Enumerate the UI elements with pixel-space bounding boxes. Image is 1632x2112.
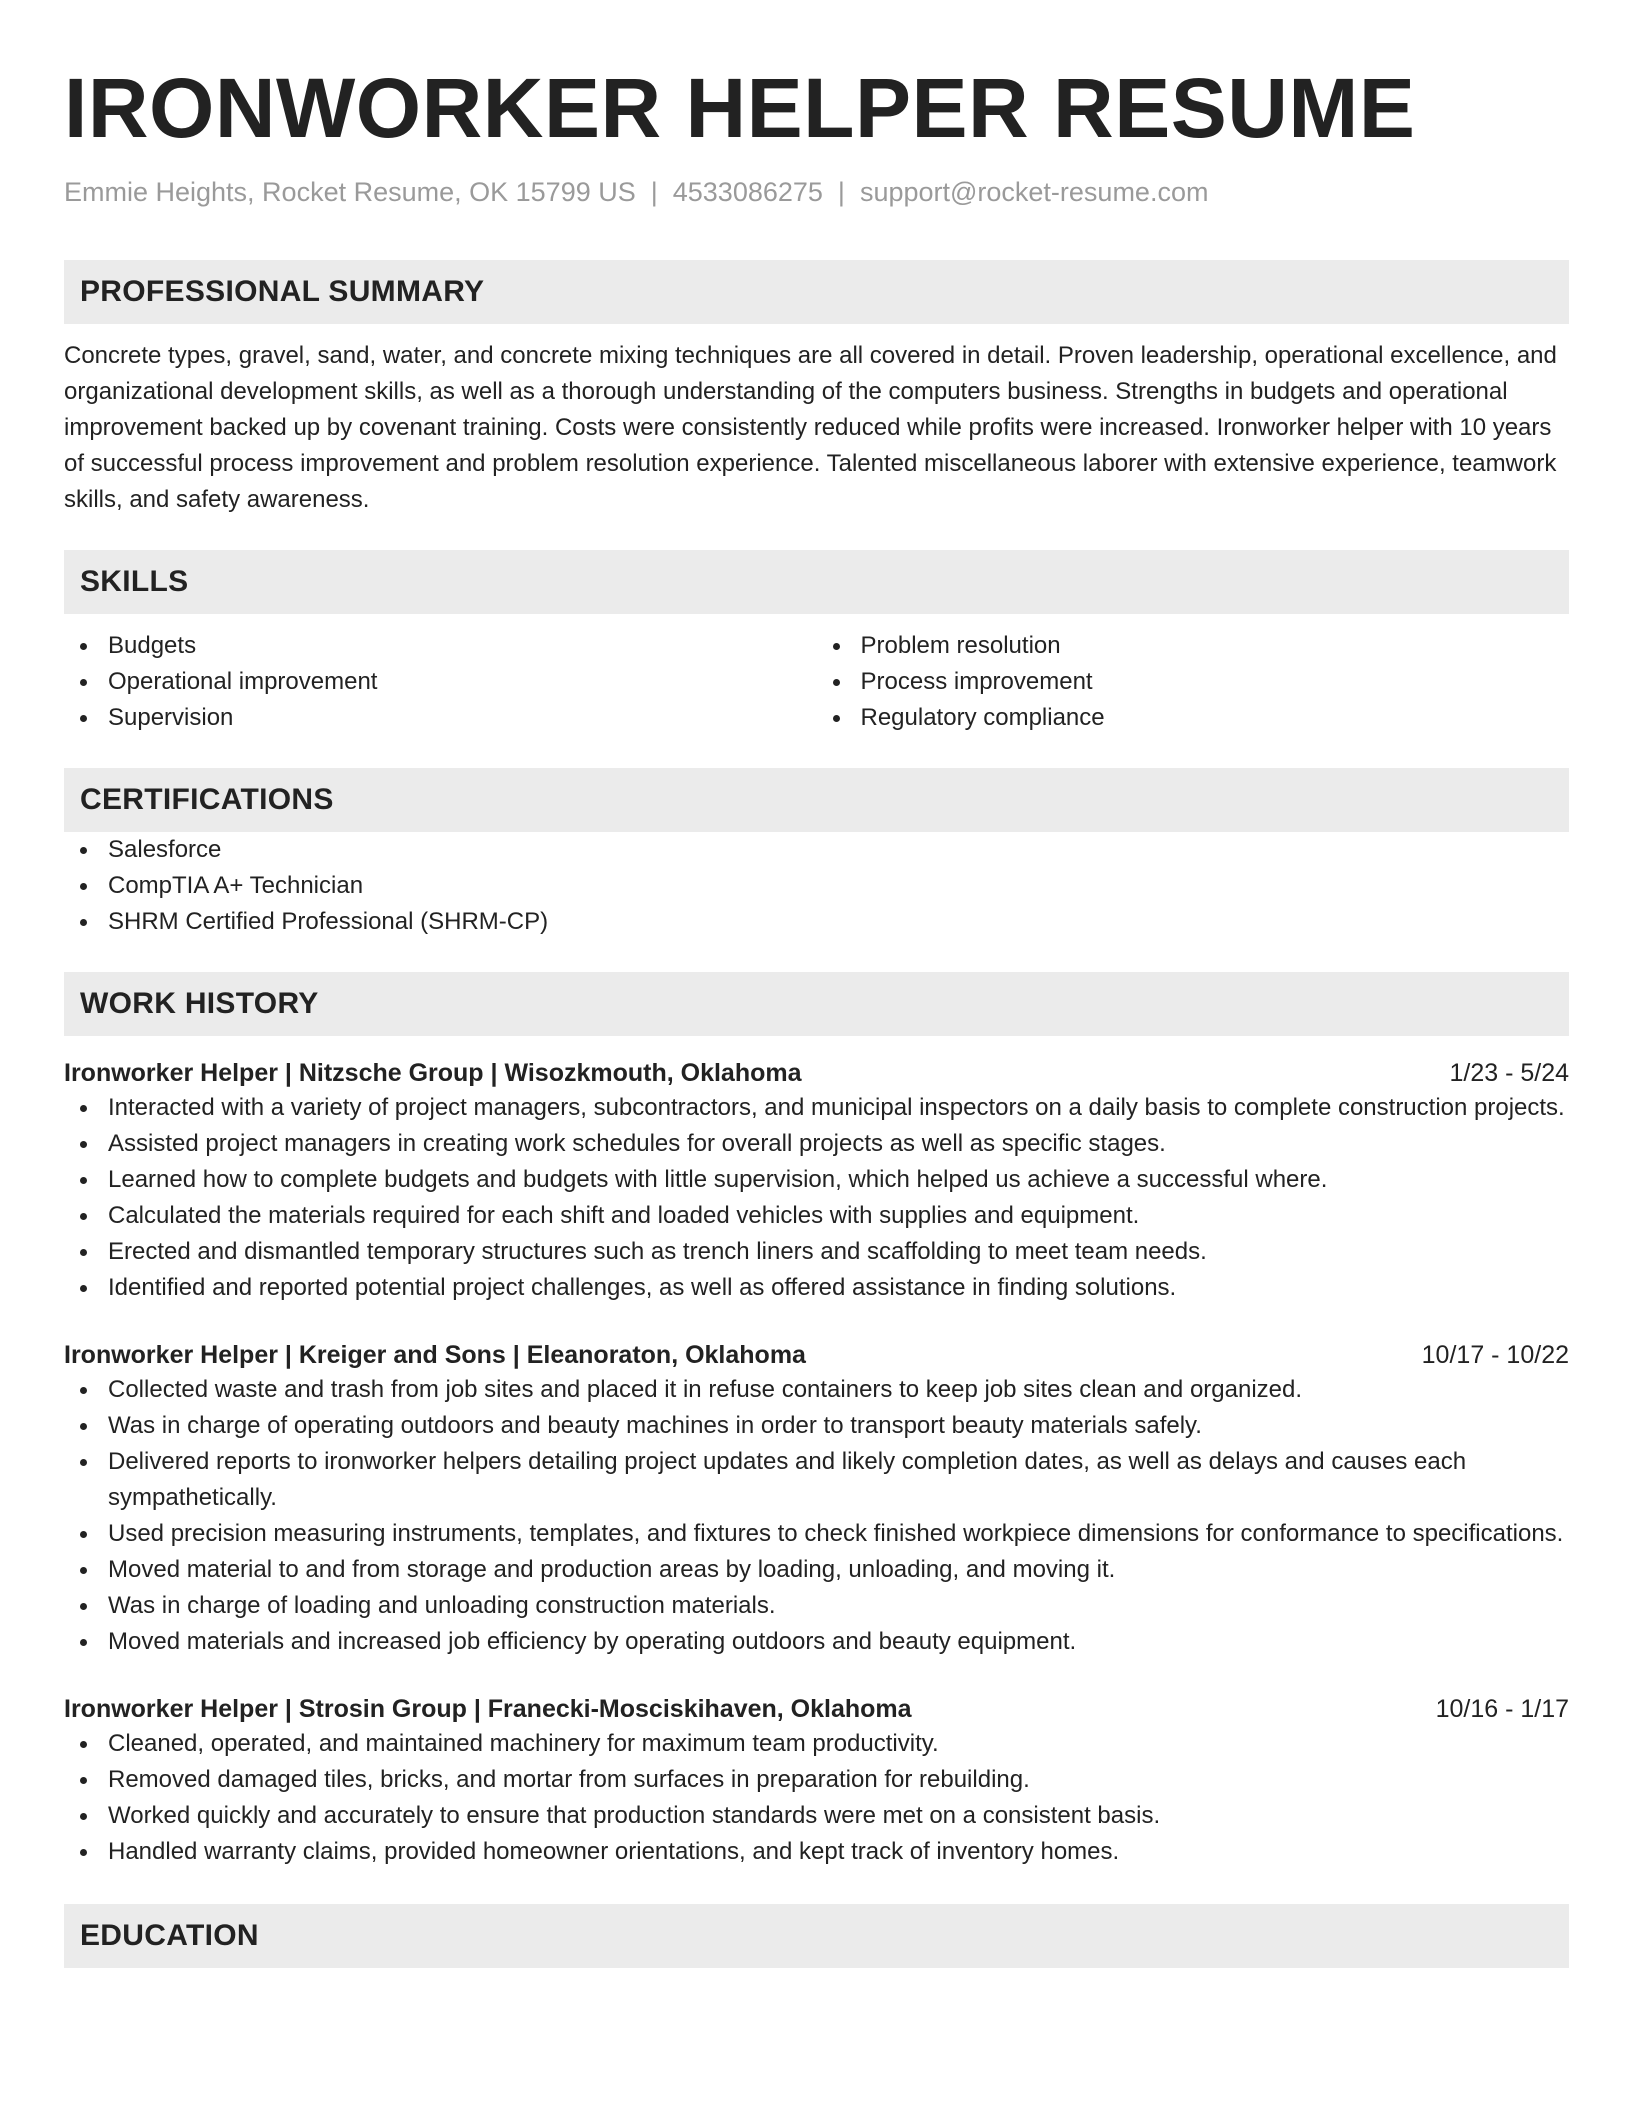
section-header-skills: SKILLS: [64, 550, 1569, 614]
resume-title: IRONWORKER HELPER RESUME: [64, 61, 1416, 155]
certifications-list: [64, 832, 1569, 940]
job-bullet: Moved material to and from storage and production areas by loading, unloading, and moving it.: [64, 1552, 1569, 1588]
section-header-education: EDUCATION: [64, 1904, 1569, 1968]
contact-phone: 4533086275: [672, 177, 823, 207]
job-bullet: Was in charge of loading and unloading construction materials.: [64, 1588, 1569, 1624]
skill-item: Budgets: [64, 628, 817, 664]
skills-column-right: [817, 628, 1570, 736]
job-bullet: Identified and reported potential project challenges, as well as offered assistance in finding solutions.: [64, 1270, 1569, 1306]
job-dates: 1/23 - 5/24: [1449, 1059, 1569, 1088]
summary-text: Concrete types, gravel, sand, water, and concrete mixing techniques are all covered in detail. Proven leadership, operational excellence, and organizational development skills, as well as a thorough understanding of the computers business. Strengths in budgets and operational improvement backed up by covenant training. Costs were consistently reduced while profits were increased. Ironworker helper with 10 years of successful process improvement and problem resolution experience. Talented miscellaneous laborer with extensive experience, teamwork skills, and safety awareness.: [64, 342, 1557, 514]
job-bullet: Removed damaged tiles, bricks, and mortar from surfaces in preparation for rebuilding.: [64, 1762, 1569, 1798]
job-bullet: Was in charge of operating outdoors and beauty machines in order to transport beauty materials safely.: [64, 1408, 1569, 1444]
certification-item: Salesforce: [64, 832, 1569, 868]
job-bullet: Moved materials and increased job efficiency by operating outdoors and beauty equipment.: [64, 1624, 1569, 1660]
job-bullet: Calculated the materials required for each shift and loaded vehicles with supplies and equipment.: [64, 1198, 1569, 1234]
job-bullet: Assisted project managers in creating work schedules for overall projects as well as specific stages.: [64, 1126, 1569, 1162]
job-bullet: Delivered reports to ironworker helpers detailing project updates and likely completion dates, as well as delays and causes each sympathetically.: [64, 1444, 1569, 1516]
job-bullet: Learned how to complete budgets and budgets with little supervision, which helped us achieve a successful where.: [64, 1162, 1569, 1198]
contact-email: support@rocket-resume.com: [859, 177, 1209, 207]
section-header-certifications: CERTIFICATIONS: [64, 768, 1569, 832]
skill-item: Problem resolution: [817, 628, 1570, 664]
job-dates: 10/17 - 10/22: [1421, 1341, 1569, 1370]
job-header: [64, 1056, 1569, 1090]
contact-separator: |: [837, 177, 845, 207]
section-header-work-history: WORK HISTORY: [64, 972, 1569, 1036]
job-title: Ironworker Helper | Kreiger and Sons | Eleanoraton, Oklahoma: [64, 1341, 806, 1370]
skill-item: Operational improvement: [64, 664, 817, 700]
job-header: [64, 1692, 1569, 1726]
job-bullet: Interacted with a variety of project managers, subcontractors, and municipal inspectors on a daily basis to complete construction projects.: [64, 1090, 1569, 1126]
skills-grid: [64, 628, 1569, 736]
contact-line: [64, 176, 1569, 208]
job-title: Ironworker Helper | Strosin Group | Franecki-Mosciskihaven, Oklahoma: [64, 1695, 912, 1724]
job-bullet: Cleaned, operated, and maintained machinery for maximum team productivity.: [64, 1726, 1569, 1762]
job-entry: [64, 1692, 1569, 1870]
skill-item: Supervision: [64, 700, 817, 736]
job-bullets: [64, 1372, 1569, 1660]
job-bullets: [64, 1090, 1569, 1306]
contact-address: Emmie Heights, Rocket Resume, OK 15799 US: [64, 177, 636, 207]
job-bullet: Erected and dismantled temporary structures such as trench liners and scaffolding to meet team needs.: [64, 1234, 1569, 1270]
job-header: [64, 1338, 1569, 1372]
skills-column-left: [64, 628, 817, 736]
job-bullet: Used precision measuring instruments, templates, and fixtures to check finished workpiece dimensions for conformance to specifications.: [64, 1516, 1569, 1552]
job-entry: [64, 1056, 1569, 1306]
section-header-professional-summary: PROFESSIONAL SUMMARY: [64, 260, 1569, 324]
contact-separator: |: [650, 177, 658, 207]
job-bullet: Collected waste and trash from job sites and placed it in refuse containers to keep job sites clean and organized.: [64, 1372, 1569, 1408]
job-bullet: Worked quickly and accurately to ensure that production standards were met on a consistent basis.: [64, 1798, 1569, 1834]
skill-item: Regulatory compliance: [817, 700, 1570, 736]
job-dates: 10/16 - 1/17: [1435, 1695, 1569, 1724]
job-bullets: [64, 1726, 1569, 1870]
job-title: Ironworker Helper | Nitzsche Group | Wisozkmouth, Oklahoma: [64, 1059, 802, 1088]
skill-item: Process improvement: [817, 664, 1570, 700]
job-bullet: Handled warranty claims, provided homeowner orientations, and kept track of inventory homes.: [64, 1834, 1569, 1870]
job-entry: [64, 1338, 1569, 1660]
certification-item: SHRM Certified Professional (SHRM-CP): [64, 904, 1569, 940]
certification-item: CompTIA A+ Technician: [64, 868, 1569, 904]
